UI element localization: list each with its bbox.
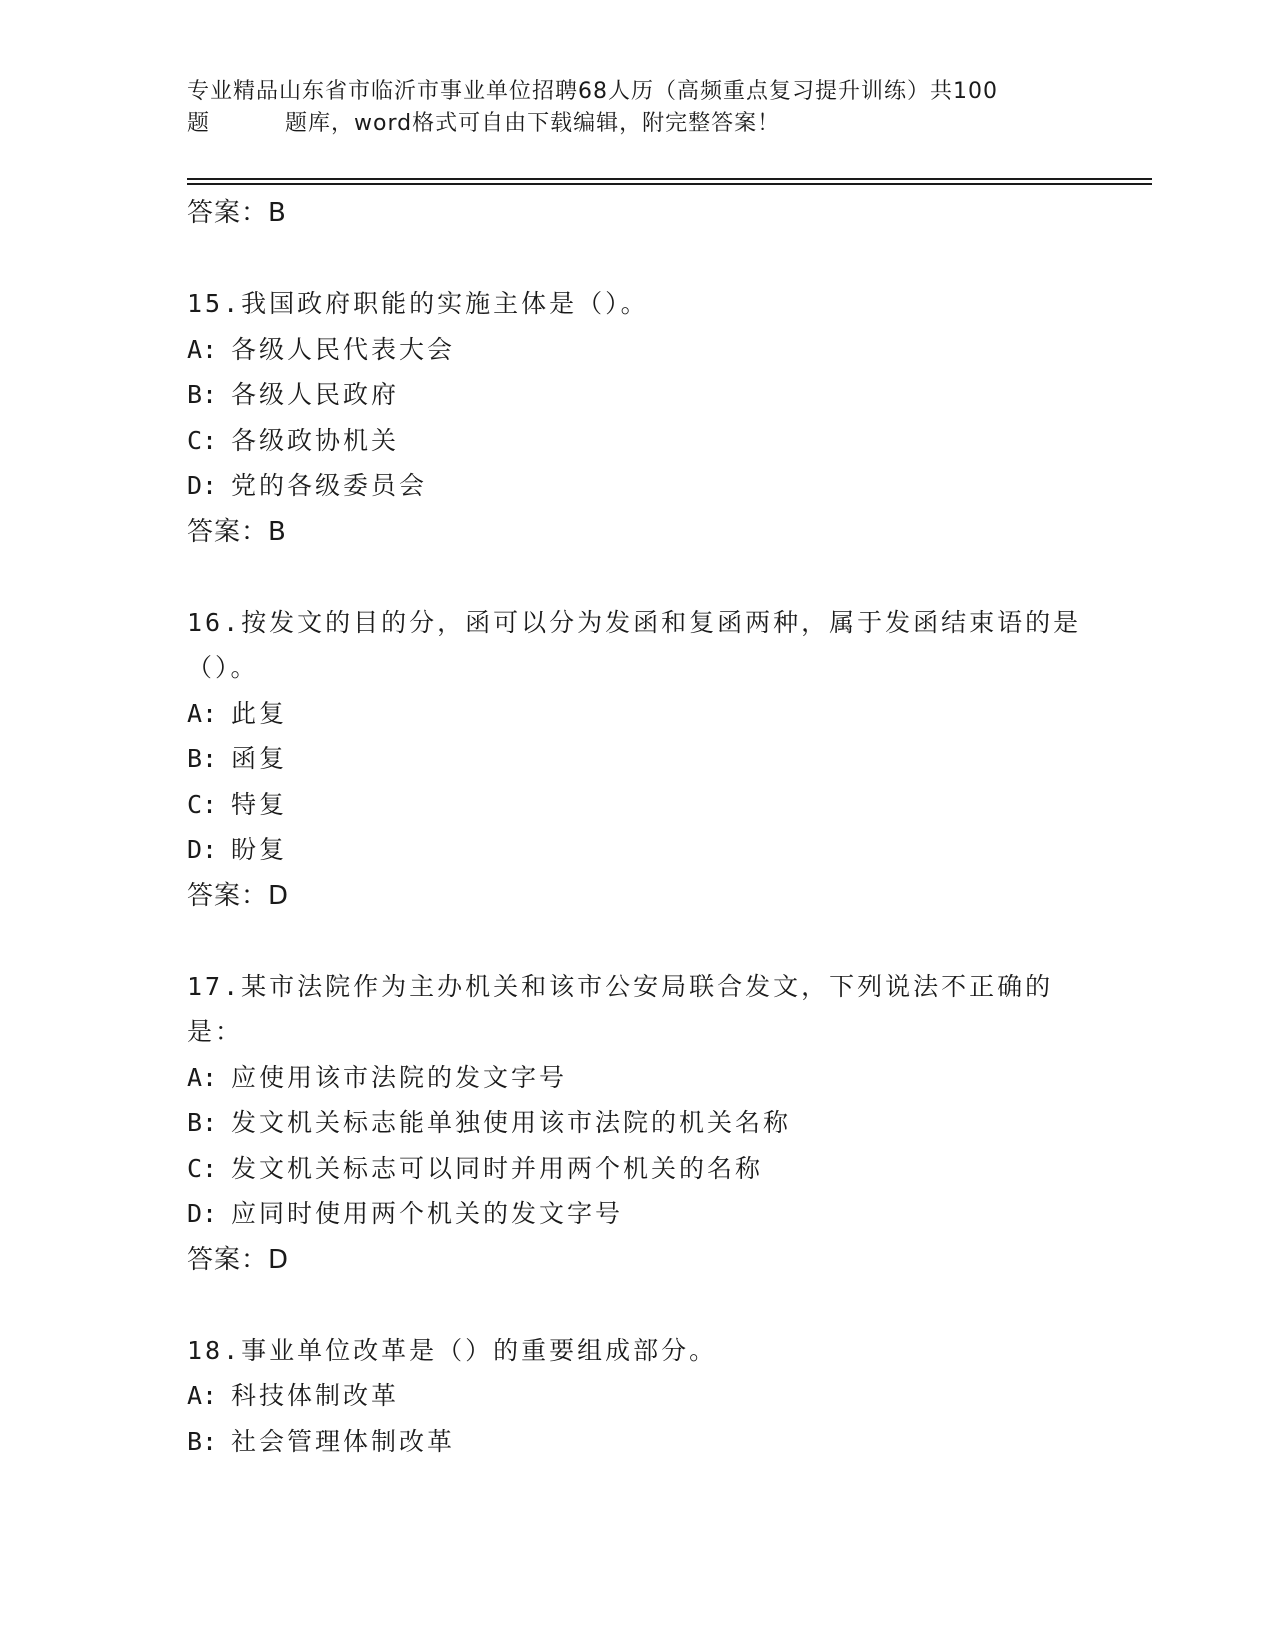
option-text: 党的各级委员会 <box>231 471 428 500</box>
option-text: 各级人民代表大会 <box>231 334 456 364</box>
option-a <box>187 327 1087 373</box>
option-c <box>187 782 1087 828</box>
option-text: 社会管理体制改革 <box>231 1426 456 1456</box>
answer-line <box>187 509 1087 555</box>
option-label: B: <box>187 1108 218 1137</box>
question-text: 17.某市法院作为主办机关和该市公安局联合发文，下列说法不正确的是： <box>187 971 1054 1046</box>
option-a <box>187 691 1087 737</box>
option-b <box>187 1419 1087 1465</box>
option-c <box>187 418 1087 464</box>
option-c <box>187 1146 1087 1192</box>
option-label: D: <box>187 1199 218 1228</box>
answer-label: 答案： <box>187 1244 269 1275</box>
option-label: A: <box>187 698 218 728</box>
question-block <box>187 600 1087 919</box>
option-text: 发文机关标志可以同时并用两个机关的名称 <box>231 1153 764 1183</box>
answer-line <box>187 1237 1087 1283</box>
option-label: A: <box>187 1062 218 1092</box>
question-text: 18.事业单位改革是（）的重要组成部分。 <box>187 1335 718 1365</box>
option-b <box>187 372 1087 418</box>
option-d <box>187 827 1087 873</box>
option-b <box>187 736 1087 782</box>
option-b <box>187 1100 1087 1146</box>
header-divider-top <box>187 178 1152 180</box>
option-label: A: <box>187 334 218 364</box>
option-label: C: <box>187 1153 218 1183</box>
option-text: 应使用该市法院的发文字号 <box>231 1062 568 1092</box>
option-d <box>187 463 1087 509</box>
header-line-1: 专业精品山东省市临沂市事业单位招聘68人历（高频重点复习提升训练）共100 <box>187 79 998 104</box>
document-header <box>187 76 1067 140</box>
document-body <box>187 190 1087 1464</box>
option-text: 各级政协机关 <box>231 425 400 455</box>
option-text: 各级人民政府 <box>231 380 400 409</box>
option-text: 应同时使用两个机关的发文字号 <box>231 1199 624 1228</box>
option-a <box>187 1373 1087 1419</box>
question-block <box>187 281 1087 555</box>
question-text: 16.按发文的目的分，函可以分为发函和复函两种，属于发函结束语的是（）。 <box>187 607 1082 682</box>
option-d <box>187 1191 1087 1237</box>
header-line-2 <box>187 108 1067 140</box>
answer-label: 答案： <box>187 516 269 547</box>
header-line-2-right: 题库，word格式可自由下载编辑，附完整答案！ <box>285 111 781 136</box>
option-label: D: <box>187 471 218 500</box>
header-line-2-left: 题 <box>187 111 211 136</box>
option-a <box>187 1055 1087 1101</box>
answer-value: B <box>268 198 287 228</box>
option-label: D: <box>187 835 218 864</box>
option-label: A: <box>187 1381 218 1410</box>
answer-value: D <box>268 1244 290 1275</box>
answer-line <box>187 873 1087 919</box>
question-block <box>187 964 1087 1283</box>
option-label: C: <box>187 789 218 819</box>
option-text: 函复 <box>231 744 288 773</box>
option-label: C: <box>187 425 218 455</box>
answer-value: D <box>268 880 290 911</box>
answer-line <box>187 190 1087 236</box>
question-block <box>187 1328 1087 1465</box>
option-text: 此复 <box>231 698 288 728</box>
answer-label: 答案： <box>187 880 269 911</box>
option-text: 盼复 <box>231 835 288 864</box>
option-label: B: <box>187 380 218 409</box>
header-divider-bottom <box>187 183 1152 185</box>
question-text: 15.我国政府职能的实施主体是（）。 <box>187 289 649 318</box>
option-label: B: <box>187 744 218 773</box>
option-text: 科技体制改革 <box>231 1381 400 1410</box>
answer-label: 答案： <box>187 198 269 228</box>
option-text: 发文机关标志能单独使用该市法院的机关名称 <box>231 1108 792 1137</box>
option-text: 特复 <box>231 789 288 819</box>
option-label: B: <box>187 1426 218 1456</box>
answer-value: B <box>268 516 287 547</box>
